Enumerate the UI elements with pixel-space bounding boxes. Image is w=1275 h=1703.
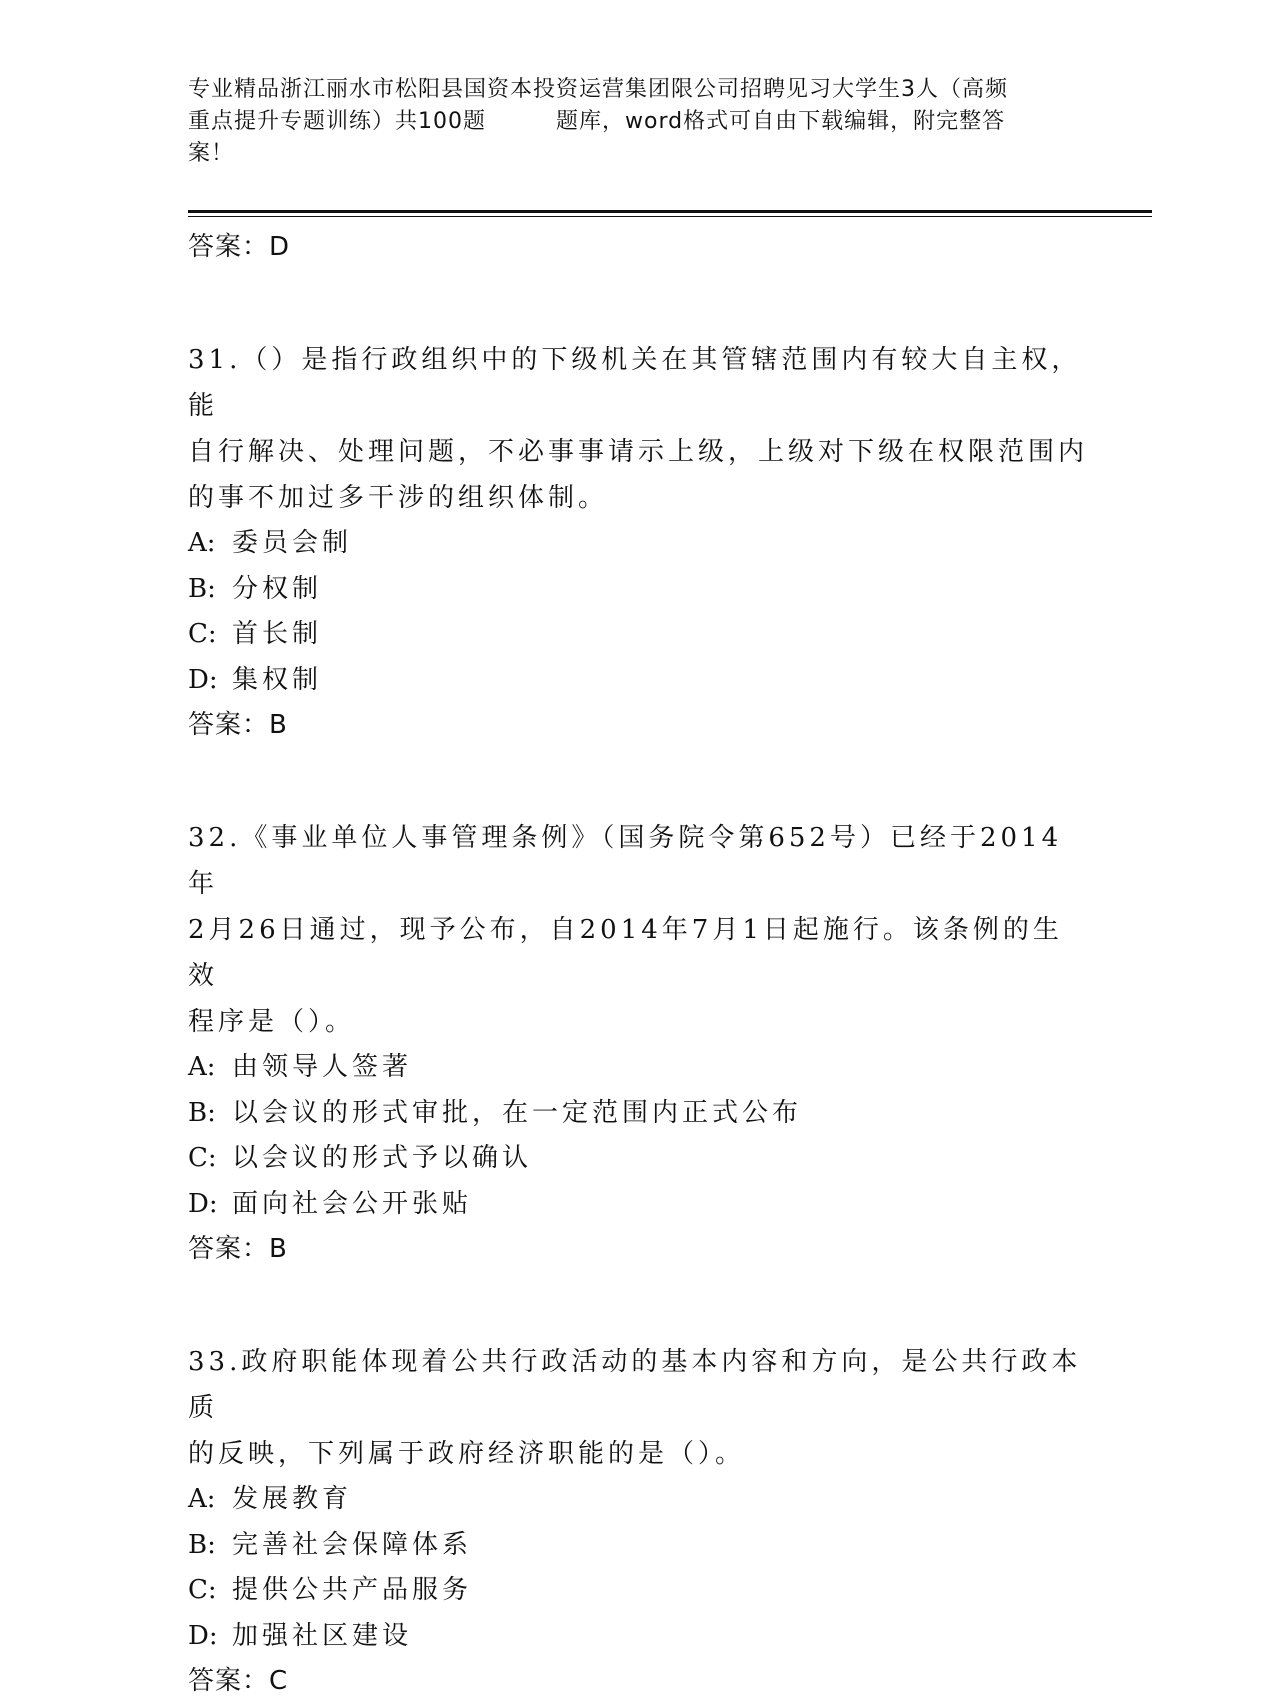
option-key: A: [188, 1484, 216, 1514]
option-key: B: [188, 1529, 216, 1560]
option-b [188, 567, 1088, 613]
option-key: B: [188, 573, 216, 604]
option-key: C: [188, 1575, 217, 1605]
option-b [188, 1523, 1088, 1569]
stem-line: 程序是（）。 [188, 1007, 356, 1037]
option-text: 首长制 [232, 619, 323, 649]
option-b [188, 1091, 1088, 1137]
stem-line: 的反映，下列属于政府经济职能的是（）。 [188, 1439, 746, 1469]
stem-line: 自行解决、处理问题，不必事事请示上级，上级对下级在权限范围内 [188, 437, 1089, 467]
option-text: 完善社会保障体系 [232, 1529, 473, 1560]
option-key: B: [188, 1097, 216, 1128]
option-d [188, 658, 1088, 704]
answer: 答案：B [188, 1234, 288, 1264]
option-text: 集权制 [232, 664, 323, 695]
stem-line: 32.《事业单位人事管理条例》（国务院令第652号）已经于2014年 [188, 823, 1063, 899]
option-text: 委员会制 [232, 528, 353, 558]
option-key: A: [188, 528, 216, 558]
option-key: D: [188, 1620, 218, 1651]
option-c [188, 1568, 1088, 1614]
option-a [188, 1045, 1088, 1091]
option-d [188, 1182, 1088, 1228]
answer: 答案：C [188, 1666, 289, 1696]
page-content [188, 225, 1088, 1703]
option-c [188, 1136, 1088, 1182]
header-line-1: 专业精品浙江丽水市松阳县国资本投资运营集团限公司招聘见习大学生3人（高频 [188, 77, 1008, 102]
option-a [188, 1477, 1088, 1523]
previous-answer: 答案：D [188, 232, 291, 262]
header-line-3: 案！ [188, 141, 235, 166]
header-line-2 [188, 106, 1088, 138]
option-key: A: [188, 1052, 216, 1082]
question-stem [188, 815, 1088, 1045]
option-key: D: [188, 1188, 218, 1219]
stem-line: 33.政府职能体现着公共行政活动的基本内容和方向，是公共行政本质 [188, 1347, 1082, 1423]
option-text: 面向社会公开张贴 [232, 1188, 473, 1219]
header-line-2-part-b: 题库，word格式可自由下载编辑，附完整答 [556, 109, 1006, 134]
answer: 答案：B [188, 710, 288, 740]
header-line-2-part-a: 重点提升专题训练）共100题 [188, 109, 486, 134]
option-text: 以会议的形式予以确认 [232, 1143, 533, 1173]
stem-line: 31.（）是指行政组织中的下级机关在其管辖范围内有较大自主权，能 [188, 345, 1082, 421]
option-text: 提供公共产品服务 [232, 1575, 473, 1605]
option-key: C: [188, 1143, 217, 1173]
option-c [188, 612, 1088, 658]
option-text: 由领导人签著 [232, 1052, 413, 1082]
stem-line: 的事不加过多干涉的组织体制。 [188, 483, 609, 513]
option-text: 分权制 [232, 573, 323, 604]
option-d [188, 1614, 1088, 1660]
question-32 [188, 815, 1088, 1271]
header-divider-thick [188, 210, 1152, 213]
question-stem [188, 337, 1088, 521]
header-divider-thin [188, 216, 1152, 217]
question-stem [188, 1339, 1088, 1477]
option-text: 发展教育 [232, 1484, 353, 1514]
document-header [188, 74, 1088, 170]
option-text: 以会议的形式审批，在一定范围内正式公布 [232, 1097, 803, 1128]
option-text: 加强社区建设 [232, 1620, 413, 1651]
option-key: D: [188, 664, 218, 695]
option-a [188, 521, 1088, 567]
option-key: C: [188, 619, 217, 649]
stem-line: 2月26日通过，现予公布，自2014年7月1日起施行。该条例的生效 [188, 915, 1063, 991]
question-31 [188, 337, 1088, 747]
question-33 [188, 1339, 1088, 1703]
